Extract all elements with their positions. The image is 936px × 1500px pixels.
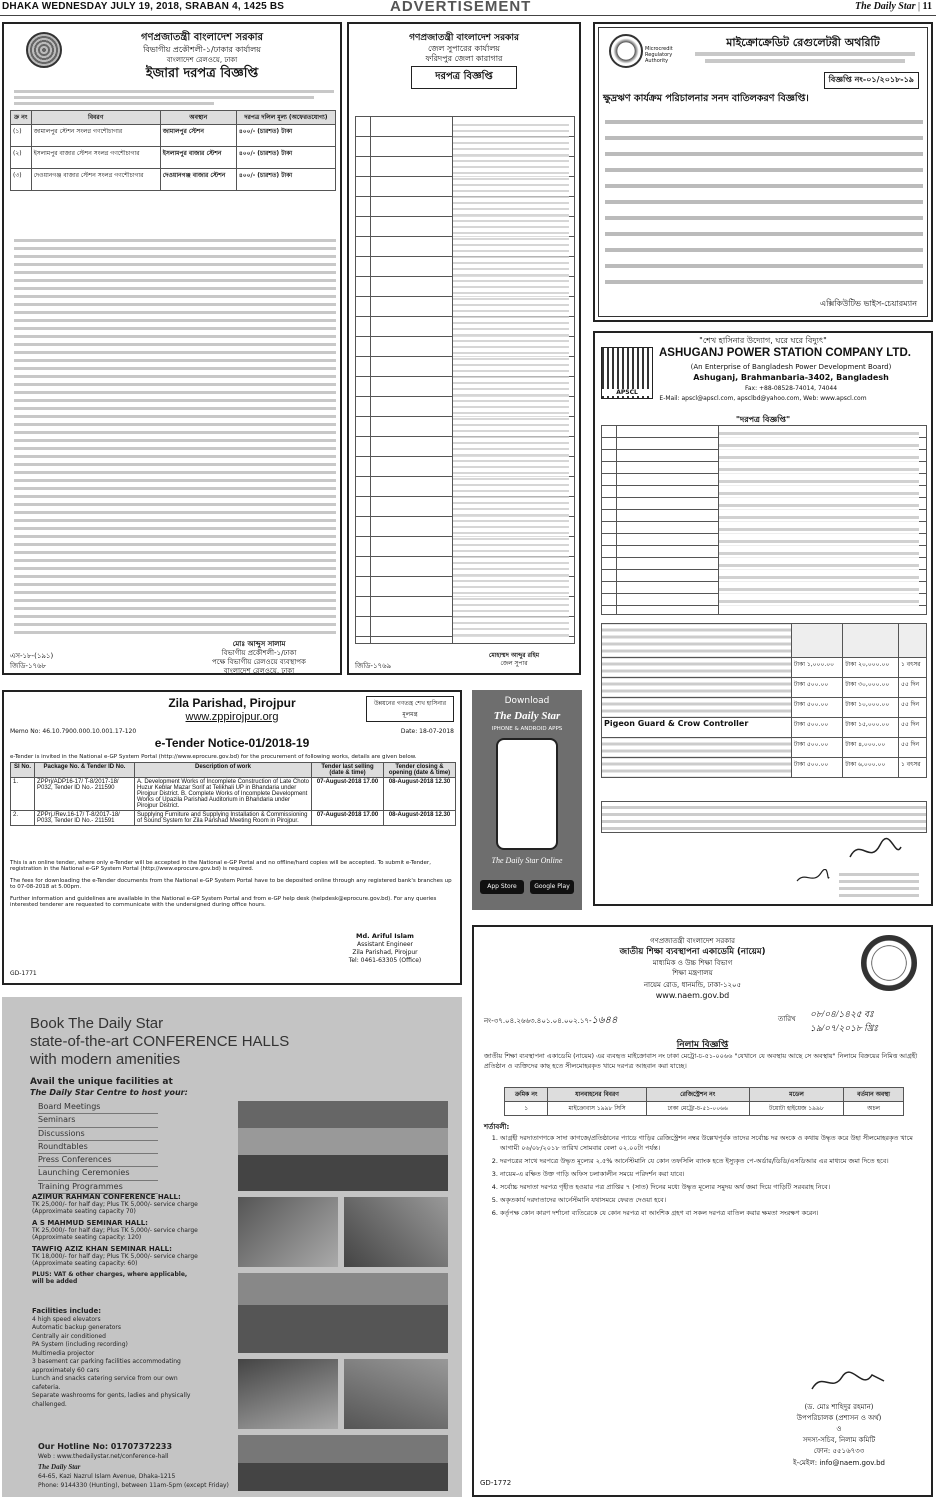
list-item: Centrally air conditioned [32, 1332, 106, 1340]
table-row [602, 678, 927, 698]
ad-code: GD-1771 [10, 970, 37, 977]
footer-line: পক্ষে বিভাগীয় রেলওয়ে ব্যবস্থাপক [212, 658, 306, 666]
cell: দেওয়ানগঞ্জ বাজার স্টেশন সংলগ্ন গণশৌচাগার [31, 169, 160, 191]
cell: টাকা ১,০০০.০০ [792, 658, 843, 678]
ref-number: এস-১৮-(১৯১) [10, 652, 54, 660]
cell: 08-August-2018 12.30 [384, 811, 456, 826]
memo-no: Memo No: 46.10.7900.000.10.001.17-120 [10, 728, 137, 735]
table-row [11, 169, 336, 191]
cell: টাকা ২০,০০০.০০ [843, 658, 899, 678]
hall-capacity: (Approximate seating capacity: 120) [32, 1234, 142, 1241]
col-description: Description of work [135, 763, 312, 778]
brand-online: The Daily Star Online [491, 856, 563, 865]
note-3: Further information and guidelines are available in the National e-GP System Portal and from e-GP help desk (helpdesk@eprocure.gov.bd). For any queries interested tenderer are requested to communicate with the undersigned during office hours. [10, 896, 437, 908]
cell: ৫৫ দিন [898, 718, 926, 738]
company-address: Ashuganj, Brahmanbaria-3402, Bangladesh [693, 373, 889, 382]
notice-title: দরপত্র বিজ্ঞপ্তি [411, 66, 517, 89]
signer-phone: ফোন: ৫৫১৬৭৩৩ [813, 1447, 865, 1455]
address: নায়েম রোড, ধানমন্ডি, ঢাকা-১২০৫ [643, 981, 742, 989]
headline-book: Book The Daily Star [30, 1015, 164, 1032]
naem-logo [861, 935, 917, 991]
memo-date: Date: 18-07-2018 [400, 728, 454, 735]
cell: 2. [11, 811, 35, 826]
fax: Fax: +88-08528-74014, 74044 [744, 385, 838, 392]
hall-name: TAWFIQ AZIZ KHAN SEMINAR HALL: [32, 1245, 172, 1253]
intro: জাতীয় শিক্ষা ব্যবস্থাপনা একাডেমি (নায়েম) এর ব্যবহৃত মাইক্রোবাস নং ঢাকা মেট্রো-চ-৫১-০০৬৬ "যেখানে যে অবস্থায় আছে সে অবস্থায়" নিলামে বিক্রয়ের নিমিত্ত আগ্রহী প্রতিষ্ঠান ও ব্যক্তিদের কাছ হতে সীলমোহরকৃত খামে দরপত্র আহবান করা যাচ্ছে। [484, 1052, 918, 1070]
table-row [11, 125, 336, 147]
cell: দেওয়ানগঞ্জ বাজার স্টেশন [160, 169, 236, 191]
office-address: ফরিদপুর জেলা কারাগার [425, 54, 503, 63]
hall-name: A S MAHMUD SEMINAR HALL: [32, 1219, 148, 1227]
signature [845, 837, 905, 865]
photo-6 [344, 1359, 448, 1429]
list-item: 2. দরপত্রের সাথে দরপত্রে উদ্ধৃত মূল্যের ২.৫% আর্নেস্টমানি যে কোন তফসিলি ব্যাংক হতে ইস্যুকৃত পে-অর্ডার/ডিডি/এসডিআর এর মাধ্যমে জমা দিতে হবে। [500, 1156, 921, 1166]
notice-title: ইজারা দরপত্র বিজ্ঞপ্তি [145, 66, 259, 81]
signer-title: Assistant Engineer [357, 941, 413, 948]
masthead: The Daily Star | 11 [854, 1, 932, 12]
cell: Supplying Furniture and Supplying Installation & Commissioning of Sound System for Zila Parishad Meeting Room in Pirojpur. [135, 811, 312, 826]
cell: ১ [505, 1102, 548, 1116]
headline-amenities: with modern amenities [30, 1051, 181, 1068]
cell: 08-August-2018 12.30 [384, 778, 456, 811]
signer-title: উপপরিচালক (প্রশাসন ও অর্থ) [796, 1414, 882, 1422]
govt-title: গণপ্রজাতন্ত্রী বাংলাদেশ সরকার [141, 32, 263, 43]
facilities [32, 1307, 202, 1409]
cell: ৫৫ দিন [898, 678, 926, 698]
hall-info [32, 1193, 232, 1285]
cell: জামালপুর স্টেশন সংলগ্ন গণশৌচাগার [31, 125, 160, 147]
org-name: Zila Parishad, Pirojpur [168, 696, 296, 710]
hall-price: TK 25,000/- for half day; Plus TK 5,000/- service charge [32, 1201, 198, 1208]
table-text-shading [453, 120, 569, 640]
header-cell [792, 624, 843, 658]
cell: মাইক্রোবাস ১৯৯৮ সিসি [548, 1102, 646, 1116]
contact-email: E-Mail: apscl@apscl.com, apsclbd@yahoo.com, Web: www.apscl.com [659, 395, 867, 402]
cell: ZPPrj/ADP16-17/ T-8/2017-18/ P032, Tender ID No.- 211590 [35, 778, 135, 811]
col-desc: বিবরণ [31, 111, 160, 125]
ad-ashuganj [593, 331, 933, 906]
cell: A. Development Works of Incomplete Construction of Late Choto Huzur Keblar Mazar Sorif at Telikhali UP in Bhandaria under Pirojpur District. B. Complete Works of Incomplete Development Works of Upazila Parishad Auditorium in Bhandaria under Pirojpur District. [135, 778, 312, 811]
intro: e-Tender is invited in the National e-GP System Portal (http://www.eprocure.gov.bd) for the procurement of following works, details are given below. [10, 754, 417, 760]
phone-screen [501, 748, 553, 838]
signer-name: Md. Ariful Islam [356, 932, 414, 940]
cell: টাকা ৬,০০০.০০ [843, 758, 899, 778]
photo-4 [238, 1273, 448, 1353]
list-item: Automatic backup generators [32, 1324, 122, 1331]
rate-table [601, 623, 927, 778]
col-sl: ক্র নং [11, 111, 32, 125]
company-sub: (An Enterprise of Bangladesh Power Development Board) [690, 363, 892, 371]
list-item: 3 basement car parking facilities accommodating approximately 60 cars [32, 1358, 181, 1374]
ad-conference-halls [2, 997, 462, 1497]
ad-jail-tender [347, 22, 581, 675]
list-item: 5. অকৃতকার্য দরদাতাদের আর্নেস্টমানি যথাসময়ে ফেরত দেওয়া হবে। [500, 1195, 921, 1205]
hall-capacity: (Approximate seating capacity 70) [32, 1208, 136, 1215]
table-row [602, 718, 927, 738]
cell: 1. [11, 778, 35, 811]
col-price: দরপত্র দলিল মূল্য (অফেরতযোগ্য) [236, 111, 335, 125]
cell: জামালপুর স্টেশন [160, 125, 236, 147]
phone: Phone: 9144330 (Hunting), between 11am-5pm (except Friday) [38, 1482, 229, 1489]
paper-name: The Daily Star [854, 1, 916, 12]
list-item: PA System (including recording) [32, 1341, 128, 1348]
slogan: উন্নয়নের গণতন্ত্র শেখ হাসিনার মূলমন্ত্র [366, 696, 454, 722]
ad-railway-lease [2, 22, 342, 675]
vat-note: PLUS: VAT & other charges, where applicable, will be added [32, 1271, 188, 1285]
mra-logo [609, 34, 643, 68]
ad-microcredit [593, 22, 933, 322]
notice-heading: ক্ষুদ্রঋণ কার্যক্রম পরিচালনার সনদ বাতিলকরণ বিজ্ঞপ্তি। [603, 93, 809, 104]
list-item: Multimedia projector [32, 1349, 95, 1357]
photo-2 [238, 1197, 338, 1267]
table-row [602, 738, 927, 758]
list-item: Training Programmes [38, 1181, 158, 1194]
ad-zila-parishad [2, 690, 462, 985]
office-name: জেল সুপারের কার্যালয় [427, 44, 501, 53]
website: www.naem.gov.bd [655, 991, 730, 1000]
pigeon-cell: Pigeon Guard & Crow Controller [602, 718, 792, 738]
tender-title: "দরপত্র বিজ্ঞপ্তি" [735, 415, 791, 424]
ad-code: GD-1772 [480, 1479, 512, 1487]
org-name: জাতীয় শিক্ষা ব্যবস্থাপনা একাডেমি (নায়েম) [619, 947, 766, 957]
ad-naem-auction [472, 925, 933, 1497]
cell: টাকা ১০,০০০.০০ [843, 698, 899, 718]
date-handwritten-1: ০৮/০৪/১৪২৫ বঃ [810, 1009, 874, 1019]
list-item: Seminars [38, 1114, 158, 1127]
page-header [0, 0, 936, 16]
cell: ইসলামপুর বাজার স্টেশন সংলগ্ন গণশৌচাগার [31, 147, 160, 169]
cell: (২) [11, 147, 32, 169]
dateline: DHAKA WEDNESDAY JULY 19, 2018, SRABAN 4, 1425 BS [2, 1, 285, 12]
cell: ZPPrj./Rev.16-17/ T-8/2017-18/ P033, Tender ID No.- 211591 [35, 811, 135, 826]
cell: (১) [11, 125, 32, 147]
hall-price: TK 18,000/- for half day; Plus TK 5,000/- service charge [32, 1253, 198, 1260]
avail-text: Avail the unique facilities at [30, 1077, 173, 1087]
cell: টাকা ৫০০.০০ [792, 758, 843, 778]
signer-tel: Tel: 0461-63305 (Office) [348, 957, 422, 964]
table-row [602, 658, 927, 678]
hall-name: AZIMUR RAHMAN CONFERENCE HALL: [32, 1193, 181, 1201]
col-sl: Sl No. [11, 763, 35, 778]
logo-text: APSCL [602, 389, 652, 396]
photo-5 [238, 1359, 338, 1429]
signer-org: Zila Parishad, Pirojpur [352, 949, 418, 956]
cell: টয়োটা হাইয়েজ ১৯৯৮ [749, 1102, 843, 1116]
ad-code: জিডি-১৭৬৮ [10, 662, 47, 670]
col-package: Package No. & Tender ID No. [35, 763, 135, 778]
cell: ৪০০/- (চারশত) টাকা [236, 169, 335, 191]
facilities-title: Facilities include: [32, 1307, 102, 1315]
web: Web : www.thedailystar.net/conference-hall [38, 1453, 169, 1460]
list-item: 4. সর্বোচ্চ দরদাতা দরপত্র গৃহীত হওয়ার পত্র প্রাপ্তির ৭ (সাত) দিনের মধ্যে উদ্ধৃত মূল্যের সমুদয় অর্থ জমা দিয়ে গাড়িটি সরবরাহ নিবে। [500, 1182, 921, 1192]
notice-title: নিলাম বিজ্ঞপ্তি [676, 1040, 729, 1050]
notice-number: বিজ্ঞপ্তি নং-০১/২০১৮-১৯ [824, 72, 919, 89]
cell: ৪০০/- (চারশত) টাকা [236, 125, 335, 147]
header-cell [843, 624, 899, 658]
list-item: Roundtables [38, 1141, 158, 1154]
ad-app-download [472, 690, 582, 910]
cell: ৫৫ দিন [898, 738, 926, 758]
page-number: 11 [922, 1, 932, 12]
brand-name: The Daily Star [493, 710, 561, 722]
list-item: 3. নায়েম-এ রক্ষিত উক্ত গাড়ি অফিস চলাকালীন সময়ে পরিদর্শন করা যাবে। [500, 1169, 921, 1179]
headline-halls: state-of-the-art CONFERENCE HALLS [30, 1033, 290, 1050]
cell: (৩) [11, 169, 32, 191]
conditions-text [601, 801, 927, 833]
slogan: "শেখ হাসিনার উদ্যোগ, ঘরে ঘরে বিদ্যুৎ" [699, 336, 827, 345]
cell: টাকা ৫০০.০০ [792, 738, 843, 758]
govt-title: গণপ্রজাতন্ত্রী বাংলাদেশ সরকার [409, 33, 519, 43]
footer-line-2: বাংলাদেশ রেলওয়ে, ঢাকা [223, 667, 295, 675]
signer-title: জেল সুপার [500, 660, 528, 667]
app-store-badge[interactable]: App Store [480, 880, 524, 894]
note-2: The fees for downloading the e-Tender documents from the National e-GP System Portal have to be deposited online through any registered bank's branches up to 07-08-2018 at 5.00pm. [10, 878, 452, 890]
memo-handwritten: ১৬৪৪ [591, 1015, 618, 1026]
photo-7 [238, 1435, 448, 1491]
cell: টাকা ৫০০.০০ [792, 718, 843, 738]
event-list [38, 1101, 158, 1194]
terms-heading: শর্তাবলী: [484, 1123, 510, 1131]
cell: 07-August-2018 17.00 [312, 811, 384, 826]
cell: অচল [844, 1102, 904, 1116]
cell: ১ বৎসর [898, 658, 926, 678]
list-item: Lunch and snacks catering service from our own cafeteria. [32, 1375, 178, 1391]
table-row [11, 778, 456, 811]
header-cell [602, 624, 792, 658]
company-name: ASHUGANJ POWER STATION COMPANY LTD. [659, 347, 911, 359]
list-item: 4 high speed elevators [32, 1315, 101, 1323]
cell: ৫৫ দিন [898, 698, 926, 718]
signature [808, 1367, 888, 1397]
list-item: Launching Ceremonies [38, 1167, 158, 1180]
google-play-badge[interactable]: Google Play [530, 880, 574, 894]
photo-3 [344, 1197, 448, 1267]
office-name: বিভাগীয় প্রকৌশলী-১/ঢাকার কার্যালয় [143, 45, 261, 54]
railway-seal [26, 32, 62, 68]
dept: মাধ্যমিক ও উচ্চ শিক্ষা বিভাগ [652, 959, 733, 967]
list-item: Discussions [38, 1128, 158, 1141]
note-1: This is an online tender, where only e-Tender will be accepted in the National e-GP Portal and no offline/hard copies will be accepted. To submit e-Tender, registration in the National e-GP System Portal (http://www.eprocure.gov.bd) is required. [10, 860, 431, 872]
col-sell: Tender last selling (date & time) [312, 763, 384, 778]
cell: ১ বৎসর [898, 758, 926, 778]
signer-committee: সদস্য-সচিব, নিলাম কমিটি [802, 1436, 876, 1444]
footer-brand: The Daily Star [38, 1463, 81, 1471]
signer-name: মোহাম্মদ আব্দুর রহিম [488, 652, 540, 659]
list-item: 6. কর্তৃপক্ষ কোন কারণ দর্শানো ব্যতিরেকে যে কোন দরপত্র বা আংশিক গ্রহণ বা সকল দরপত্র বাতিল করার ক্ষমতা সংরক্ষণ করেন। [500, 1208, 921, 1218]
terms-text-block [14, 236, 336, 636]
signer-name: (ড. মোঃ শাহিদুর রহমান) [804, 1403, 874, 1411]
col-location: অবস্থান [160, 111, 236, 125]
office-address: বাংলাদেশ রেলওয়ে, ঢাকা [166, 56, 238, 64]
terms-list [500, 1133, 921, 1221]
hall-price: TK 25,000/- for half day; Plus TK 5,000/- service charge [32, 1227, 198, 1234]
ad-code: জিডি-১৭৬৯ [355, 662, 392, 670]
cell: ঢাকা মেট্রো-চ-৫১-০০৬৬ [646, 1102, 749, 1116]
cell: 07-August-2018 17.00 [312, 778, 384, 811]
table-row [602, 698, 927, 718]
col-condition: বর্তমান অবস্থা [844, 1088, 904, 1102]
col-sl: ক্রমিক নং [505, 1088, 548, 1102]
table-row [505, 1102, 904, 1116]
signer-block [839, 869, 919, 899]
hall-capacity: (Approximate seating capacity: 60) [32, 1260, 138, 1267]
col-vehicle: যানবাহনের বিবরণ [548, 1088, 646, 1102]
memo-no: নং-৩৭.০৪.২৬৬৩.৪০১.০৪.০০২.১৭-১৬৪৪ [484, 1015, 618, 1026]
signature-2 [795, 869, 831, 887]
col-close: Tender closing & opening (date & time) [384, 763, 456, 778]
table-row [602, 758, 927, 778]
cell: টাকা ১৫,০০০.০০ [843, 718, 899, 738]
apps-label: IPHONE & ANDROID APPS [491, 726, 563, 732]
lease-table [10, 110, 336, 191]
auction-table [504, 1087, 904, 1116]
signer-name: মোঃ আব্দুস সালাম [232, 640, 286, 648]
list-item: Press Conferences [38, 1154, 158, 1167]
notice-body [605, 114, 923, 284]
company-logo [601, 347, 653, 399]
signer-title: বিভাগীয় প্রকৌশলী-১/ঢাকা [221, 649, 297, 657]
col-reg: রেজিস্ট্রেশন নং [646, 1088, 749, 1102]
download-label: Download [504, 696, 550, 706]
notice-title: e-Tender Notice-01/2018-19 [154, 736, 310, 750]
etender-table [10, 762, 456, 826]
phone-mockup [496, 738, 558, 850]
signer-email: ই-মেইল: info@naem.gov.bd [793, 1459, 885, 1467]
cell: ৪০০/- (চারশত) টাকা [236, 147, 335, 169]
list-item: Separate washrooms for gents, ladies and physically challenged. [32, 1392, 191, 1408]
logo-caption: Microcredit Regulatory Authority [645, 46, 673, 64]
ministry: শিক্ষা মন্ত্রণালয় [672, 969, 713, 977]
section-title: ADVERTISEMENT [390, 0, 532, 15]
org-website: www.zppirojpur.org [185, 711, 279, 723]
list-item: Board Meetings [38, 1101, 158, 1114]
signer-and: ও [836, 1425, 842, 1433]
hotline: Our Hotline No: 01707372233 [38, 1442, 173, 1451]
table-row [11, 147, 336, 169]
cell: টাকা ৩০,০০০.০০ [843, 678, 899, 698]
authority-title: মাইক্রোক্রেডিট রেগুলেটরী অথরিটি [726, 36, 880, 49]
tender-info-text [719, 428, 919, 612]
govt-title: গণপ্রজাতন্ত্রী বাংলাদেশ সরকার [650, 937, 735, 945]
cell: টাকা ৫০০.০০ [792, 698, 843, 718]
photo-1 [238, 1101, 448, 1191]
cell: টাকা ৫০০.০০ [792, 678, 843, 698]
cell: ইসলামপুর বাজার স্টেশন [160, 147, 236, 169]
centre-text: The Daily Star Centre to host your: [30, 1088, 188, 1097]
table-row [11, 811, 456, 826]
date-handwritten-2: ১৯/০৭/২০১৮ খ্রিঃ [810, 1023, 879, 1033]
address: 64-65, Kazi Nazrul Islam Avenue, Dhaka-1215 [38, 1473, 176, 1480]
col-model: মডেল [749, 1088, 843, 1102]
date-label: তারিখ [778, 1015, 796, 1023]
header-cell [898, 624, 926, 658]
list-item: 1. আগ্রহী দরদাতাগণকে সাদা কাগজে/প্রতিষ্ঠানের প্যাডে গাড়ির রেজিস্ট্রেশন নম্বর উল্লেখপূর্বক তাদের সর্বোচ্চ দর অংকে ও কথায় উদ্ধৃত করে উহা সীলমোহরকৃত খামে আগামী ০৬/০৮/২০১৮ তারিখ সোমবার বেলা ০২.০০টা পর্যন্ত। [500, 1133, 921, 1153]
cell: টাকা ৪,০০০.০০ [843, 738, 899, 758]
signer-title: এক্সিকিউটিভ ভাইস-চেয়ারম্যান [820, 299, 917, 308]
